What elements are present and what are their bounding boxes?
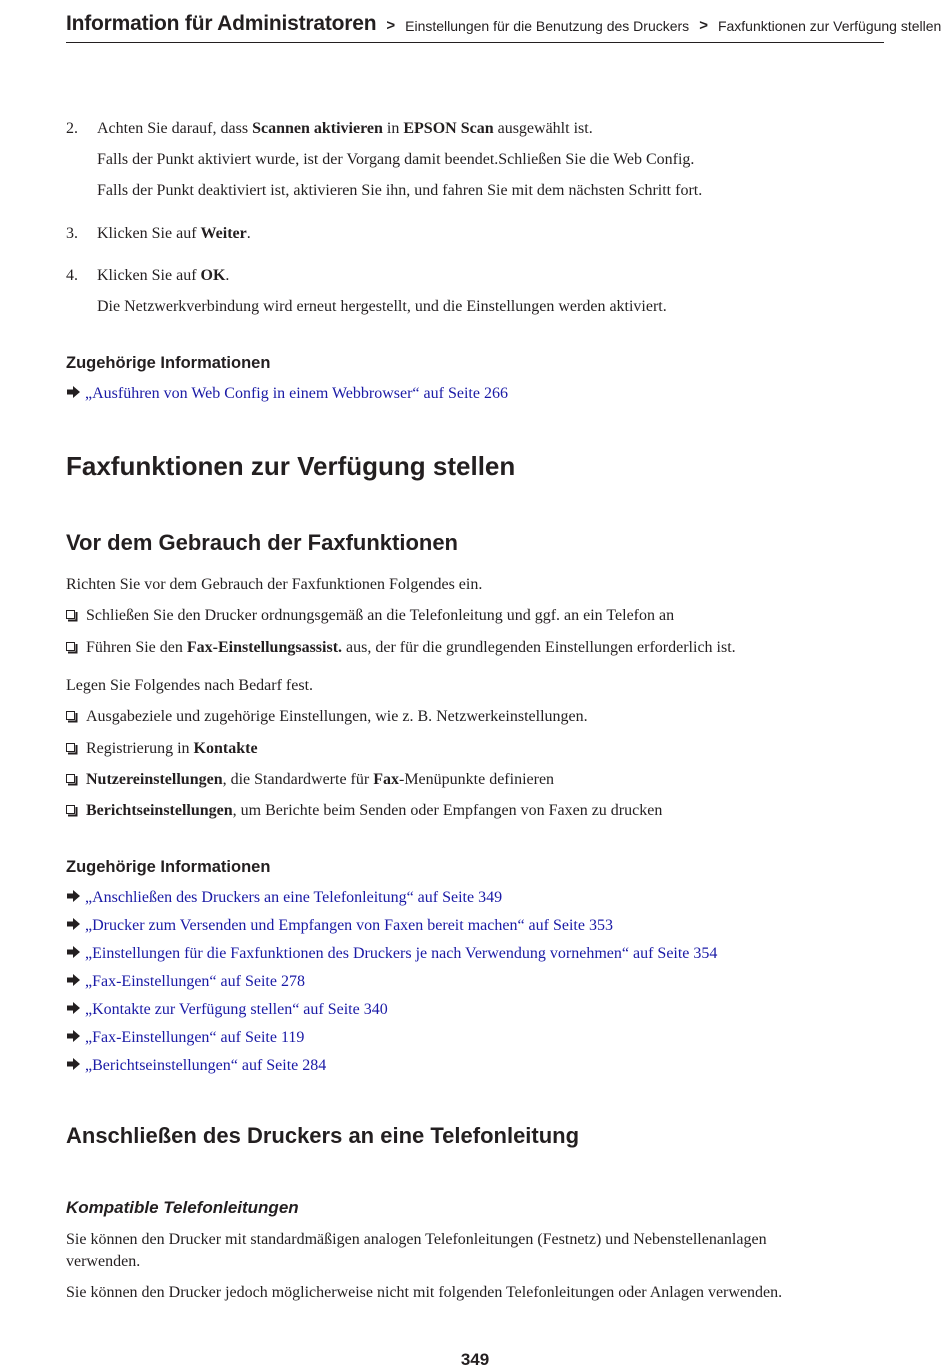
arrow-right-icon: [66, 889, 81, 903]
step-number: 3.: [66, 225, 78, 242]
arrow-right-icon: [66, 385, 81, 399]
arrow-right-icon: [66, 917, 81, 931]
intro-text: Legen Sie Folgendes nach Bedarf fest.: [66, 677, 314, 694]
step-text-bold: OK: [200, 267, 226, 284]
related-link-text[interactable]: „Drucker zum Versenden und Empfangen von Faxen bereit machen“ auf Seite 353: [85, 917, 613, 934]
step-text: [97, 223, 251, 245]
list-item-bold: Kontakte: [193, 740, 258, 757]
related-info-heading: Zugehörige Informationen: [66, 354, 271, 372]
related-link[interactable]: [66, 943, 717, 965]
related-link-text[interactable]: „Berichtseinstellungen“ auf Seite 284: [85, 1057, 327, 1074]
page-number: 349: [460, 1350, 490, 1369]
list-item-text: , um Berichte beim Senden oder Empfangen von Faxen zu drucken: [232, 802, 663, 819]
checkbox-icon: [66, 711, 77, 722]
paragraph-text: Sie können den Drucker mit standardmäßigen analogen Telefonleitungen (Festnetz) und Nebenstellenanlagen: [66, 1231, 767, 1248]
step-text: [97, 118, 593, 140]
step-text-mid: in: [382, 120, 404, 137]
related-link[interactable]: [66, 1027, 304, 1049]
related-link[interactable]: [66, 999, 388, 1021]
list-item-bold: Berichtseinstellungen: [86, 802, 233, 819]
list-item: [66, 706, 588, 728]
list-item: [66, 769, 554, 791]
step-subtext: Die Netzwerkverbindung wird erneut hergestellt, und die Einstellungen werden aktiviert.: [97, 298, 667, 315]
related-link[interactable]: [66, 383, 508, 405]
breadcrumb-item-settings[interactable]: Einstellungen für die Benutzung des Druckers: [405, 18, 690, 34]
arrow-right-icon: [66, 1001, 81, 1015]
related-link-text[interactable]: „Kontakte zur Verfügung stellen“ auf Seite 340: [85, 1001, 388, 1018]
list-item: [66, 605, 674, 627]
related-link-text[interactable]: „Einstellungen für die Faxfunktionen des Druckers je nach Verwendung vornehmen“ auf Seite 354: [85, 945, 718, 962]
step-text-lead: Klicken Sie auf: [97, 225, 201, 242]
list-item-text: aus, der für die grundlegenden Einstellungen erforderlich ist.: [342, 639, 736, 656]
intro-text: Richten Sie vor dem Gebrauch der Faxfunktionen Folgendes ein.: [66, 576, 483, 593]
list-item: [66, 637, 736, 659]
step-text-lead: Achten Sie darauf, dass: [97, 120, 253, 137]
section-title: Anschließen des Druckers an eine Telefonleitung: [66, 1123, 580, 1148]
related-link-text[interactable]: „Fax-Einstellungen“ auf Seite 278: [85, 973, 305, 990]
header-title: Information für Administratoren: [66, 12, 377, 35]
list-item-text: , die Standardwerte für: [222, 771, 374, 788]
list-item: [66, 800, 662, 822]
breadcrumb-item-fax[interactable]: Faxfunktionen zur Verfügung stellen: [717, 18, 942, 34]
related-link-text[interactable]: „Fax-Einstellungen“ auf Seite 119: [85, 1029, 305, 1046]
list-item-bold: Fax-Einstellungsassist.: [186, 639, 343, 656]
breadcrumb-separator: >: [699, 17, 708, 34]
related-link-text[interactable]: „Anschließen des Druckers an eine Telefonleitung“ auf Seite 349: [85, 889, 503, 906]
step-text-bold: EPSON Scan: [403, 120, 494, 137]
step-subtext: Falls der Punkt aktiviert wurde, ist der Vorgang damit beendet.Schließen Sie die Web Config.: [97, 151, 695, 168]
list-item-bold: Nutzereinstellungen: [86, 771, 223, 788]
paragraph-text: Sie können den Drucker jedoch möglicherweise nicht mit folgenden Telefonleitungen oder Anlagen verwenden.: [66, 1284, 783, 1301]
step-text: [97, 265, 229, 287]
arrow-right-icon: [66, 1029, 81, 1043]
section-title: Faxfunktionen zur Verfügung stellen: [66, 451, 516, 481]
list-item-text: Führen Sie den: [86, 639, 187, 656]
subsection-title: Vor dem Gebrauch der Faxfunktionen: [66, 530, 458, 555]
list-item-text: -Menüpunkte definieren: [398, 771, 555, 788]
arrow-right-icon: [66, 973, 81, 987]
step-text-tail: .: [246, 225, 251, 242]
checkbox-icon: [66, 774, 77, 785]
step-number: 2.: [66, 120, 78, 137]
step-subtext: Falls der Punkt deaktiviert ist, aktivieren Sie ihn, und fahren Sie mit dem nächsten Schritt fort.: [97, 182, 703, 199]
subsection-title: Kompatible Telefonleitungen: [66, 1198, 299, 1217]
paragraph-text: verwenden.: [66, 1253, 141, 1270]
arrow-right-icon: [66, 1057, 81, 1071]
checkbox-icon: [66, 642, 77, 653]
list-item-text: Ausgabeziele und zugehörige Einstellungen, wie z. B. Netzwerkeinstellungen.: [86, 708, 588, 725]
breadcrumb-separator: >: [386, 17, 396, 34]
list-item: [66, 738, 258, 760]
list-item-bold: Fax: [373, 771, 399, 788]
breadcrumb: [66, 10, 942, 43]
step-text-bold: Scannen aktivieren: [252, 120, 383, 137]
list-item-text: Schließen Sie den Drucker ordnungsgemäß an die Telefonleitung und ggf. an ein Telefon an: [86, 607, 675, 624]
checkbox-icon: [66, 610, 77, 621]
related-link[interactable]: [66, 1055, 326, 1077]
related-info-heading: Zugehörige Informationen: [66, 858, 271, 876]
checkbox-icon: [66, 743, 77, 754]
related-link[interactable]: [66, 971, 305, 993]
step-text-lead: Klicken Sie auf: [97, 267, 201, 284]
step-text-tail: .: [225, 267, 230, 284]
step-text-bold: Weiter: [200, 225, 247, 242]
checkbox-icon: [66, 805, 77, 816]
related-link[interactable]: [66, 915, 613, 937]
list-item-text: Registrierung in: [86, 740, 194, 757]
related-link[interactable]: [66, 887, 502, 909]
related-link-text[interactable]: „Ausführen von Web Config in einem Webbrowser“ auf Seite 266: [85, 385, 508, 402]
arrow-right-icon: [66, 945, 81, 959]
step-number: 4.: [66, 267, 78, 284]
step-text-tail: ausgewählt ist.: [493, 120, 593, 137]
